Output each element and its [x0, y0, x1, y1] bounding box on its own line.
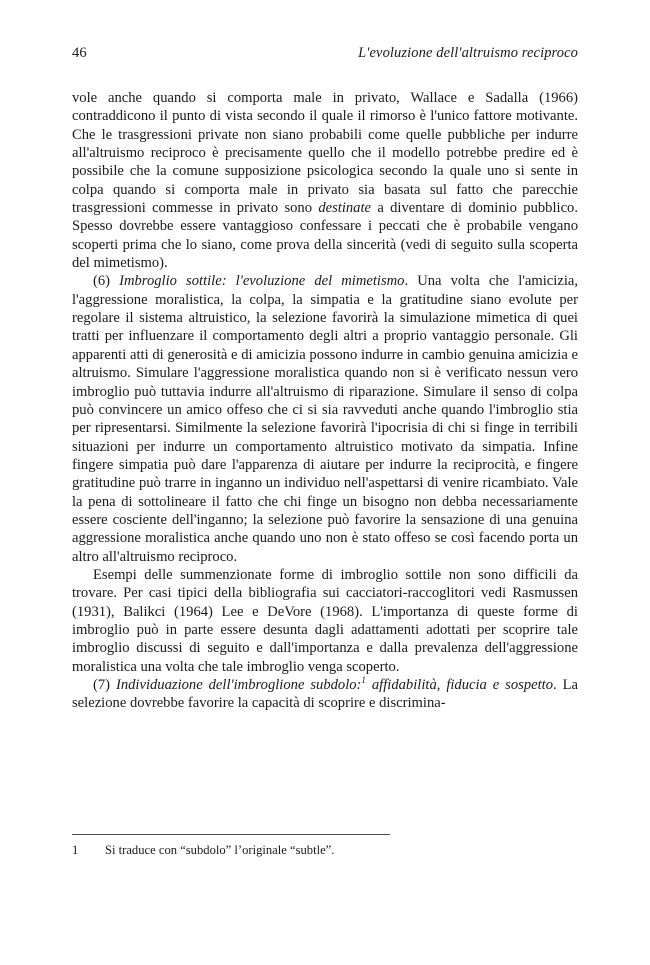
footnote-area	[72, 834, 578, 858]
section-7-italic-heading-before-mark: Individuazione dell'imbroglione subdolo:	[115, 677, 362, 693]
footnote-item	[72, 842, 578, 858]
paragraph-section-6	[72, 272, 578, 566]
section-7-number: (7)	[93, 677, 116, 693]
paragraph-3-text: Esempi delle summenzionate forme di imbroglio sottile non sono difficili da trovare. Per casi tipici della bibliografia sui cacciatori-raccoglitori vedi Rasmussen (1931), Balikci (1964) Lee e DeVore (1968). L'importanza di queste forme di imbroglio può in parte essere desunta dagli adattamenti adottati per scoprire tale imbroglio discussi di seguito e dall'importanza e dalla prevalenza dell'aggressione moralistica una volta che tale imbroglio venga scoperto.	[72, 566, 578, 675]
footnote-number: 1	[72, 843, 79, 857]
section-7-italic-heading-after-mark: affidabilità, fiducia e sospetto	[365, 677, 554, 693]
page-header	[72, 44, 578, 64]
footnote-reference-1[interactable]: 1	[361, 675, 366, 686]
page-number: 46	[72, 45, 87, 61]
paragraph-continuation	[72, 89, 578, 272]
paragraph-examples	[72, 566, 578, 676]
footnote-text: Si traduce con “subdolo” l’originale “subtle”.	[105, 843, 335, 857]
page-body	[72, 89, 578, 713]
section-6-number: (6)	[93, 273, 120, 290]
paragraph-section-7	[72, 676, 578, 713]
section-7-text: . La selezione dovrebbe favorire la capacità di scoprire e discrimina-	[72, 677, 578, 712]
paragraph-1-text-after-italic: a diventare di dominio pubblico. Spesso dovrebbe essere vantaggioso confessare i peccati che è probabile vengano scoperti prima che lo siano, come prova della sincerità (vedi di seguito sulla scoperta del mimetismo).	[72, 200, 578, 272]
footnote-separator-rule	[72, 834, 390, 835]
paragraph-1-italic-word: destinate	[318, 200, 372, 217]
section-6-italic-heading: Imbroglio sottile: l'evoluzione del mimetismo	[119, 273, 405, 290]
running-title: L'evoluzione dell'altruismo reciproco	[358, 45, 578, 61]
paragraph-1-text-before-italic: vole anche quando si comporta male in privato, Wallace e Sadalla (1966) contraddicono il punto di vista secondo il quale il rimorso è l'unico fattore motivante. Che le trasgressioni private non siano probabili come quelle pubbliche per indurre all'altruismo reciproco è precisamente quello che il modello potrebbe predire ed è possibile che la comune supposizione psicologica secondo la quale uno si sente in colpa quando si comporta male in privato sia basata sul fatto che parecchie trasgressioni commesse in privato sono	[72, 90, 578, 217]
section-6-text: . Una volta che l'amicizia, l'aggressione moralistica, la colpa, la simpatia e la gratitudine siano evolute per regolare il sistema altruistico, la selezione favorirà la simulazione mimetica di quei tratti per influenzare il comportamento degli altri a proprio vantaggio personale. Gli apparenti atti di generosità e di amicizia possono indurre in cambio genuina amicizia e altruismo. Simulare l'aggressione moralistica quando non si è verificato nessun vero imbroglio può tuttavia indurre all'altruismo di riparazione. Simulare il senso di colpa può convincere un amico offeso che ci si sia ravveduti anche quando l'imbroglio stia per ripresentarsi. Similmente la selezione favorirà l'ipocrisia di chi si finge in terribili situazioni per indurre un comportamento altruistico motivato da simpatia. Infine fingere simpatia può dare l'apparenza di aiutare per indurre la reciprocità, e fingere gratitudine può trarre in inganno un individuo nell'aspettarsi di venire ricambiato. Vale la pena di sottolineare il fatto che chi finge un bisogno non debba necessariamente essere cosciente dell'inganno; la selezione può favorire la sensazione di una genuina aggressione moralistica anche quando uno non è stato offeso se così facendo porta un altro all'altruismo reciproco.	[72, 273, 578, 565]
